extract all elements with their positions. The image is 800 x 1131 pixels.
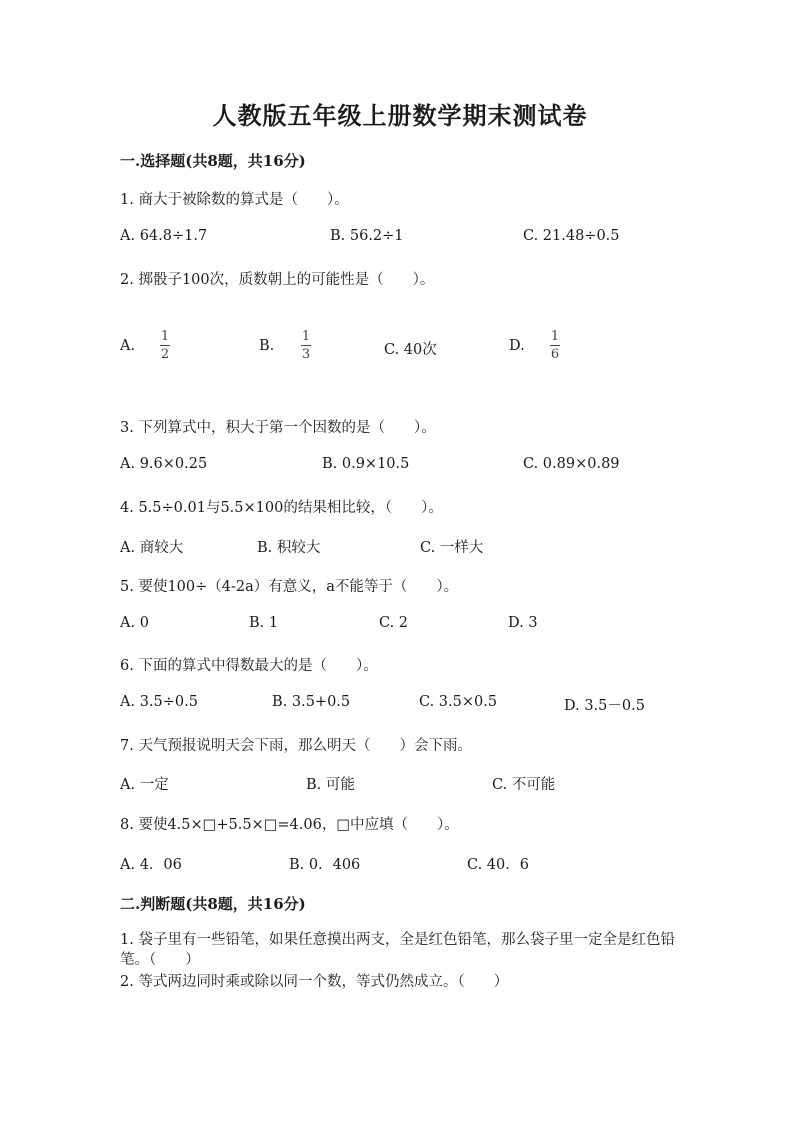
section-header-choice: 一.选择题(共8题，共16分) bbox=[120, 152, 306, 170]
question-4-option-c: C. 一样大 bbox=[420, 540, 484, 556]
question-2-option-a-fraction bbox=[160, 330, 170, 361]
question-8-option-b: B. 0．406 bbox=[289, 857, 361, 873]
question-6-option-a: A. 3.5÷0.5 bbox=[120, 694, 198, 710]
question-1-option-c: C. 21.48÷0.5 bbox=[523, 228, 620, 244]
question-8-stem: 8. 要使4.5×□+5.5×□=4.06，□中应填（ ）。 bbox=[120, 817, 459, 833]
question-2-stem: 2. 掷骰子100次，质数朝上的可能性是（ ）。 bbox=[120, 272, 435, 288]
question-1-option-a: A. 64.8÷1.7 bbox=[120, 228, 208, 244]
question-5-stem: 5. 要使100÷（4-2a）有意义，a不能等于（ ）。 bbox=[120, 579, 459, 595]
question-2-option-a-label: A. bbox=[120, 338, 136, 354]
question-2-option-d-fraction bbox=[550, 330, 560, 361]
question-5-option-d: D. 3 bbox=[508, 615, 538, 631]
question-4-stem: 4. 5.5÷0.01与5.5×100的结果相比较，（ ）。 bbox=[120, 500, 443, 516]
question-6-option-d: D. 3.5－0.5 bbox=[564, 698, 645, 714]
question-5-option-c: C. 2 bbox=[379, 615, 409, 631]
question-7-option-c: C. 不可能 bbox=[492, 777, 556, 793]
question-6-stem: 6. 下面的算式中得数最大的是（ ）。 bbox=[120, 658, 378, 674]
question-4-option-a: A. 商较大 bbox=[120, 540, 184, 556]
question-7-option-b: B. 可能 bbox=[306, 777, 355, 793]
question-2-option-d-label: D. bbox=[509, 338, 525, 354]
fraction-denominator: 6 bbox=[550, 347, 560, 362]
question-2-option-c: C. 40次 bbox=[384, 342, 437, 358]
fraction-denominator: 2 bbox=[160, 347, 170, 362]
fraction-numerator: 1 bbox=[550, 329, 560, 344]
question-3-option-b: B. 0.9×10.5 bbox=[322, 456, 410, 472]
question-2-option-b-label: B. bbox=[259, 338, 275, 354]
fraction-bar bbox=[301, 345, 311, 346]
page-title: 人教版五年级上册数学期末测试卷 bbox=[212, 101, 588, 130]
question-7-option-a: A. 一定 bbox=[120, 777, 169, 793]
question-1-option-b: B. 56.2÷1 bbox=[330, 228, 404, 244]
question-2-option-b-fraction bbox=[301, 330, 311, 361]
question-6-option-c: C. 3.5×0.5 bbox=[419, 694, 498, 710]
question-3-option-c: C. 0.89×0.89 bbox=[523, 456, 620, 472]
question-1-stem: 1. 商大于被除数的算式是（ ）。 bbox=[120, 192, 349, 208]
question-6-option-b: B. 3.5+0.5 bbox=[272, 694, 351, 710]
judge-question-1: 1. 袋子里有一些铅笔，如果任意摸出两支，全是红色铅笔，那么袋子里一定全是红色铅笔。（ ） bbox=[120, 932, 675, 968]
question-5-option-b: B. 1 bbox=[249, 615, 279, 631]
question-3-stem: 3. 下列算式中，积大于第一个因数的是（ ）。 bbox=[120, 420, 436, 436]
fraction-bar bbox=[160, 345, 170, 346]
question-8-option-c: C. 40．6 bbox=[467, 857, 529, 873]
judge-question-2: 2. 等式两边同时乘或除以同一个数，等式仍然成立。（ ） bbox=[120, 974, 509, 990]
question-5-option-a: A. 0 bbox=[120, 615, 149, 631]
section-header-judge: 二.判断题(共8题，共16分) bbox=[120, 895, 306, 913]
fraction-bar bbox=[550, 345, 560, 346]
question-7-stem: 7. 天气预报说明天会下雨，那么明天（ ）会下雨。 bbox=[120, 738, 472, 754]
question-3-option-a: A. 9.6×0.25 bbox=[120, 456, 208, 472]
question-8-option-a: A. 4．06 bbox=[120, 857, 182, 873]
question-4-option-b: B. 积较大 bbox=[257, 540, 321, 556]
fraction-denominator: 3 bbox=[301, 347, 311, 362]
fraction-numerator: 1 bbox=[160, 329, 170, 344]
fraction-numerator: 1 bbox=[301, 329, 311, 344]
